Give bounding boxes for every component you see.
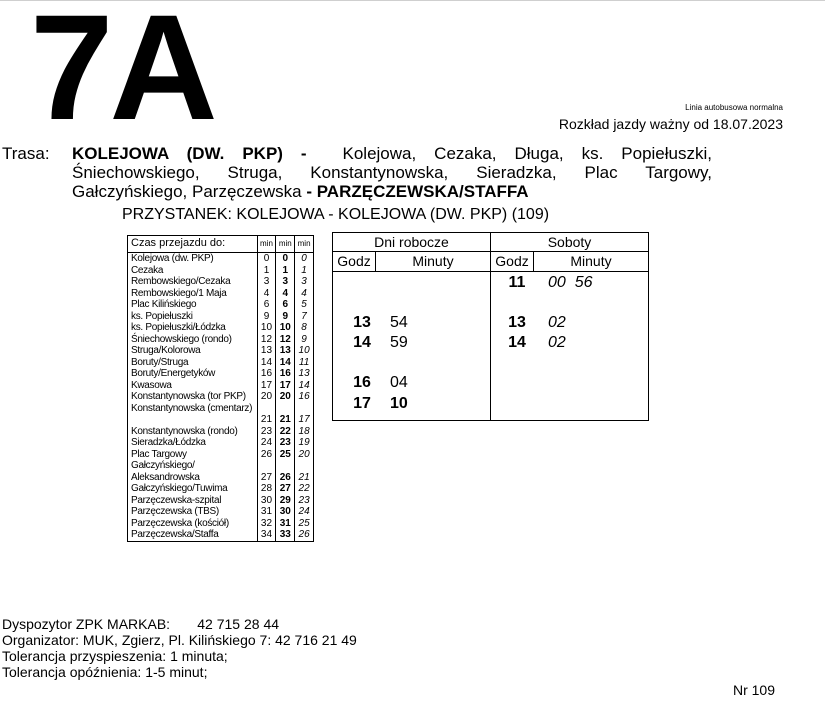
travel-time-value: 16: [294, 391, 313, 403]
travel-time-value: 10: [257, 322, 276, 334]
travel-time-value: 25: [275, 449, 294, 461]
travel-time-row: [128, 391, 313, 403]
travel-time-value: 27: [275, 483, 294, 495]
saturdays-minutes-header: Minuty: [534, 252, 648, 272]
travel-time-value: 7: [294, 311, 313, 323]
saturday-minutes: 02: [548, 334, 566, 351]
travel-time-row: [128, 253, 313, 265]
weekday-minutes: 04: [390, 374, 408, 391]
travel-time-value: 1: [257, 265, 276, 277]
stop-name: Konstantynowska (tor PKP): [131, 391, 246, 402]
travel-time-value: 9: [257, 311, 276, 323]
tolerance-late: Tolerancja opóźnienia: 1-5 minut;: [2, 664, 208, 680]
unit-label: min: [275, 236, 294, 252]
travel-time-value: 21: [294, 460, 313, 483]
saturday-hour: 13: [508, 314, 526, 331]
weekday-minutes: 59: [390, 334, 408, 351]
travel-time-value: 33: [275, 529, 294, 541]
travel-time-row: [128, 529, 313, 541]
organizer-contact: Organizator: MUK, Zgierz, Pl. Kilińskiego 7: 42 716 21 49: [2, 632, 357, 648]
travel-time-value: 30: [275, 506, 294, 518]
travel-time-value: 24: [294, 506, 313, 518]
weekday-minutes: 10: [390, 395, 408, 412]
travel-time-value: 10: [275, 322, 294, 334]
travel-time-row: [128, 437, 313, 449]
column-divider: [533, 252, 534, 272]
travel-time-value: 21: [275, 403, 294, 426]
saturday-minutes: 00 56: [548, 274, 593, 291]
travel-time-row: [128, 449, 313, 461]
travel-time-value: 16: [257, 368, 276, 380]
travel-time-value: 1: [294, 265, 313, 277]
travel-time-row: [128, 322, 313, 334]
travel-time-value: 26: [275, 460, 294, 483]
travel-time-value: 3: [275, 276, 294, 288]
unit-label: min: [294, 236, 313, 252]
route-number: 7A: [30, 0, 214, 151]
travel-time-value: 4: [294, 288, 313, 300]
travel-times-body: [128, 253, 313, 541]
weekday-hour: 14: [353, 334, 371, 351]
stop-name: Cezaka: [131, 264, 164, 276]
stop-name: Kolejowa (dw. PKP): [131, 253, 214, 264]
route-start: KOLEJOWA (DW. PKP) -: [72, 144, 307, 163]
travel-time-value: 22: [275, 426, 294, 438]
travel-time-row: [128, 299, 313, 311]
document-number: Nr 109: [732, 682, 775, 698]
travel-time-row: [128, 380, 313, 392]
valid-from-date: Rozkład jazdy ważny od 18.07.2023: [558, 116, 783, 132]
stop-name: Plac Targowy: [131, 448, 187, 460]
stop-name: ks. Popiełuszki: [131, 310, 193, 322]
stop-name: Rembowskiego/1 Maja: [131, 287, 227, 299]
travel-time-value: 18: [294, 426, 313, 438]
travel-time-value: 14: [275, 357, 294, 369]
weekday-minutes: 54: [390, 314, 408, 331]
route-end: - PARZĘCZEWSKA/STAFFA: [306, 182, 529, 201]
stop-name: Śniechowskiego (rondo): [131, 333, 232, 345]
travel-time-value: 22: [294, 483, 313, 495]
stop-name: Konstantynowska (rondo): [131, 425, 238, 437]
travel-time-value: 3: [294, 276, 313, 288]
stop-name: Parzęczewska/Staffa: [131, 529, 219, 540]
travel-time-value: 26: [294, 529, 313, 541]
travel-time-value: 26: [257, 449, 276, 461]
travel-time-value: 11: [294, 357, 313, 369]
stop-name: Konstantynowska (cmentarz): [131, 402, 253, 414]
saturday-hour: 11: [508, 274, 526, 291]
stop-name: Parzęczewska (TBS): [131, 506, 219, 517]
travel-time-value: 0: [275, 253, 294, 265]
travel-time-row: [128, 357, 313, 369]
travel-time-row: [128, 506, 313, 518]
departures-table: [332, 232, 649, 421]
travel-times-header: [128, 236, 313, 253]
dispatcher-contact: Dyspozytor ZPK MARKAB: 42 715 28 44: [2, 616, 280, 632]
travel-time-row: [128, 334, 313, 346]
travel-time-value: 0: [257, 253, 276, 265]
stop-name: Parzęczewska-szpital: [131, 494, 222, 506]
travel-time-value: 12: [275, 334, 294, 346]
weekdays-header: Dni robocze: [333, 233, 490, 252]
saturdays-header: Soboty: [491, 233, 648, 252]
tolerance-early: Tolerancja przyspieszenia: 1 minuta;: [2, 648, 228, 664]
stop-name: Struga/Kolorowa: [131, 345, 201, 356]
column-divider: [375, 252, 376, 272]
weekdays-minutes-header: Minuty: [376, 252, 490, 272]
footer-info: [2, 616, 357, 680]
travel-time-value: 19: [294, 437, 313, 449]
travel-times-title: Czas przejazdu do:: [131, 237, 226, 250]
stop-name: Rembowskiego/Cezaka: [131, 276, 231, 287]
travel-time-row: [128, 345, 313, 357]
travel-time-value: 13: [257, 345, 276, 357]
travel-time-row: [128, 368, 313, 380]
travel-time-value: 12: [257, 334, 276, 346]
travel-time-row: [128, 483, 313, 495]
stop-name: Boruty/Struga: [131, 356, 189, 368]
travel-time-value: 23: [275, 437, 294, 449]
line-type: Linia autobusowa normalna: [685, 103, 783, 112]
travel-time-row: [128, 403, 313, 426]
weekday-hour: 16: [353, 374, 371, 391]
saturday-hour: 14: [508, 334, 526, 351]
travel-time-value: 28: [257, 483, 276, 495]
weekday-hour: 13: [353, 314, 371, 331]
stop-name: Gałczyńskiego/ Aleksandrowska: [131, 460, 200, 483]
travel-time-value: 1: [275, 265, 294, 277]
travel-time-value: 23: [257, 426, 276, 438]
travel-time-value: 6: [257, 299, 276, 311]
travel-time-row: [128, 276, 313, 288]
travel-time-value: 20: [294, 449, 313, 461]
travel-time-value: 20: [275, 391, 294, 403]
travel-time-value: 13: [294, 368, 313, 380]
travel-time-value: 4: [257, 288, 276, 300]
unit-label: min: [257, 236, 276, 252]
travel-time-row: [128, 495, 313, 507]
travel-time-value: 17: [257, 380, 276, 392]
travel-time-value: 17: [294, 403, 313, 426]
travel-time-value: 13: [275, 345, 294, 357]
stop-title: PRZYSTANEK: KOLEJOWA - KOLEJOWA (DW. PKP) (109): [122, 206, 550, 223]
travel-time-value: 25: [294, 518, 313, 530]
travel-time-value: 14: [294, 380, 313, 392]
stop-name: Gałczyńskiego/Tuwima: [131, 483, 228, 494]
stop-name: Plac Kilińskiego: [131, 299, 197, 310]
column-divider: [490, 233, 491, 420]
travel-time-value: 32: [257, 518, 276, 530]
stop-name: Sieradzka/Łódzka: [131, 437, 206, 448]
travel-time-value: 34: [257, 529, 276, 541]
travel-time-row: [128, 288, 313, 300]
travel-time-value: 14: [257, 357, 276, 369]
travel-time-value: 9: [294, 334, 313, 346]
stop-name: ks. Popiełuszki/Łódzka: [131, 322, 226, 333]
travel-time-value: 24: [257, 437, 276, 449]
travel-time-value: 29: [275, 495, 294, 507]
travel-time-value: 31: [275, 518, 294, 530]
saturdays-hour-header: Godz: [491, 252, 533, 272]
travel-time-value: 5: [294, 299, 313, 311]
travel-time-value: 21: [257, 403, 276, 426]
weekdays-hour-header: Godz: [333, 252, 375, 272]
weekday-hour: 17: [353, 395, 371, 412]
travel-time-row: [128, 426, 313, 438]
travel-time-value: 20: [257, 391, 276, 403]
stop-name: Boruty/Energetyków: [131, 368, 216, 379]
travel-time-value: 27: [257, 460, 276, 483]
travel-time-row: [128, 518, 313, 530]
travel-time-value: 8: [294, 322, 313, 334]
travel-time-value: 10: [294, 345, 313, 357]
travel-time-value: 17: [275, 380, 294, 392]
travel-time-value: 31: [257, 506, 276, 518]
route-label: Trasa:: [2, 144, 50, 163]
stop-name: Kwasowa: [131, 379, 172, 391]
stop-name: Parzęczewska (kościół): [131, 517, 229, 529]
saturday-minutes: 02: [548, 314, 566, 331]
travel-time-row: [128, 265, 313, 277]
travel-time-row: [128, 460, 313, 483]
travel-time-row: [128, 311, 313, 323]
route-via: Kolejowa, Cezaka, Długa, ks. Popiełuszki, Śniechowskiego, Struga, Konstantynowska, Sieradzka, Plac Targowy, Gałczyńskiego, Parzęczewska: [72, 144, 712, 201]
travel-time-value: 16: [275, 368, 294, 380]
travel-time-value: 30: [257, 495, 276, 507]
travel-time-value: 3: [257, 276, 276, 288]
travel-time-value: 6: [275, 299, 294, 311]
travel-times-table: [127, 235, 314, 542]
travel-time-value: 23: [294, 495, 313, 507]
travel-time-value: 4: [275, 288, 294, 300]
travel-time-value: 0: [294, 253, 313, 265]
route-text: [72, 144, 712, 201]
travel-time-value: 9: [275, 311, 294, 323]
